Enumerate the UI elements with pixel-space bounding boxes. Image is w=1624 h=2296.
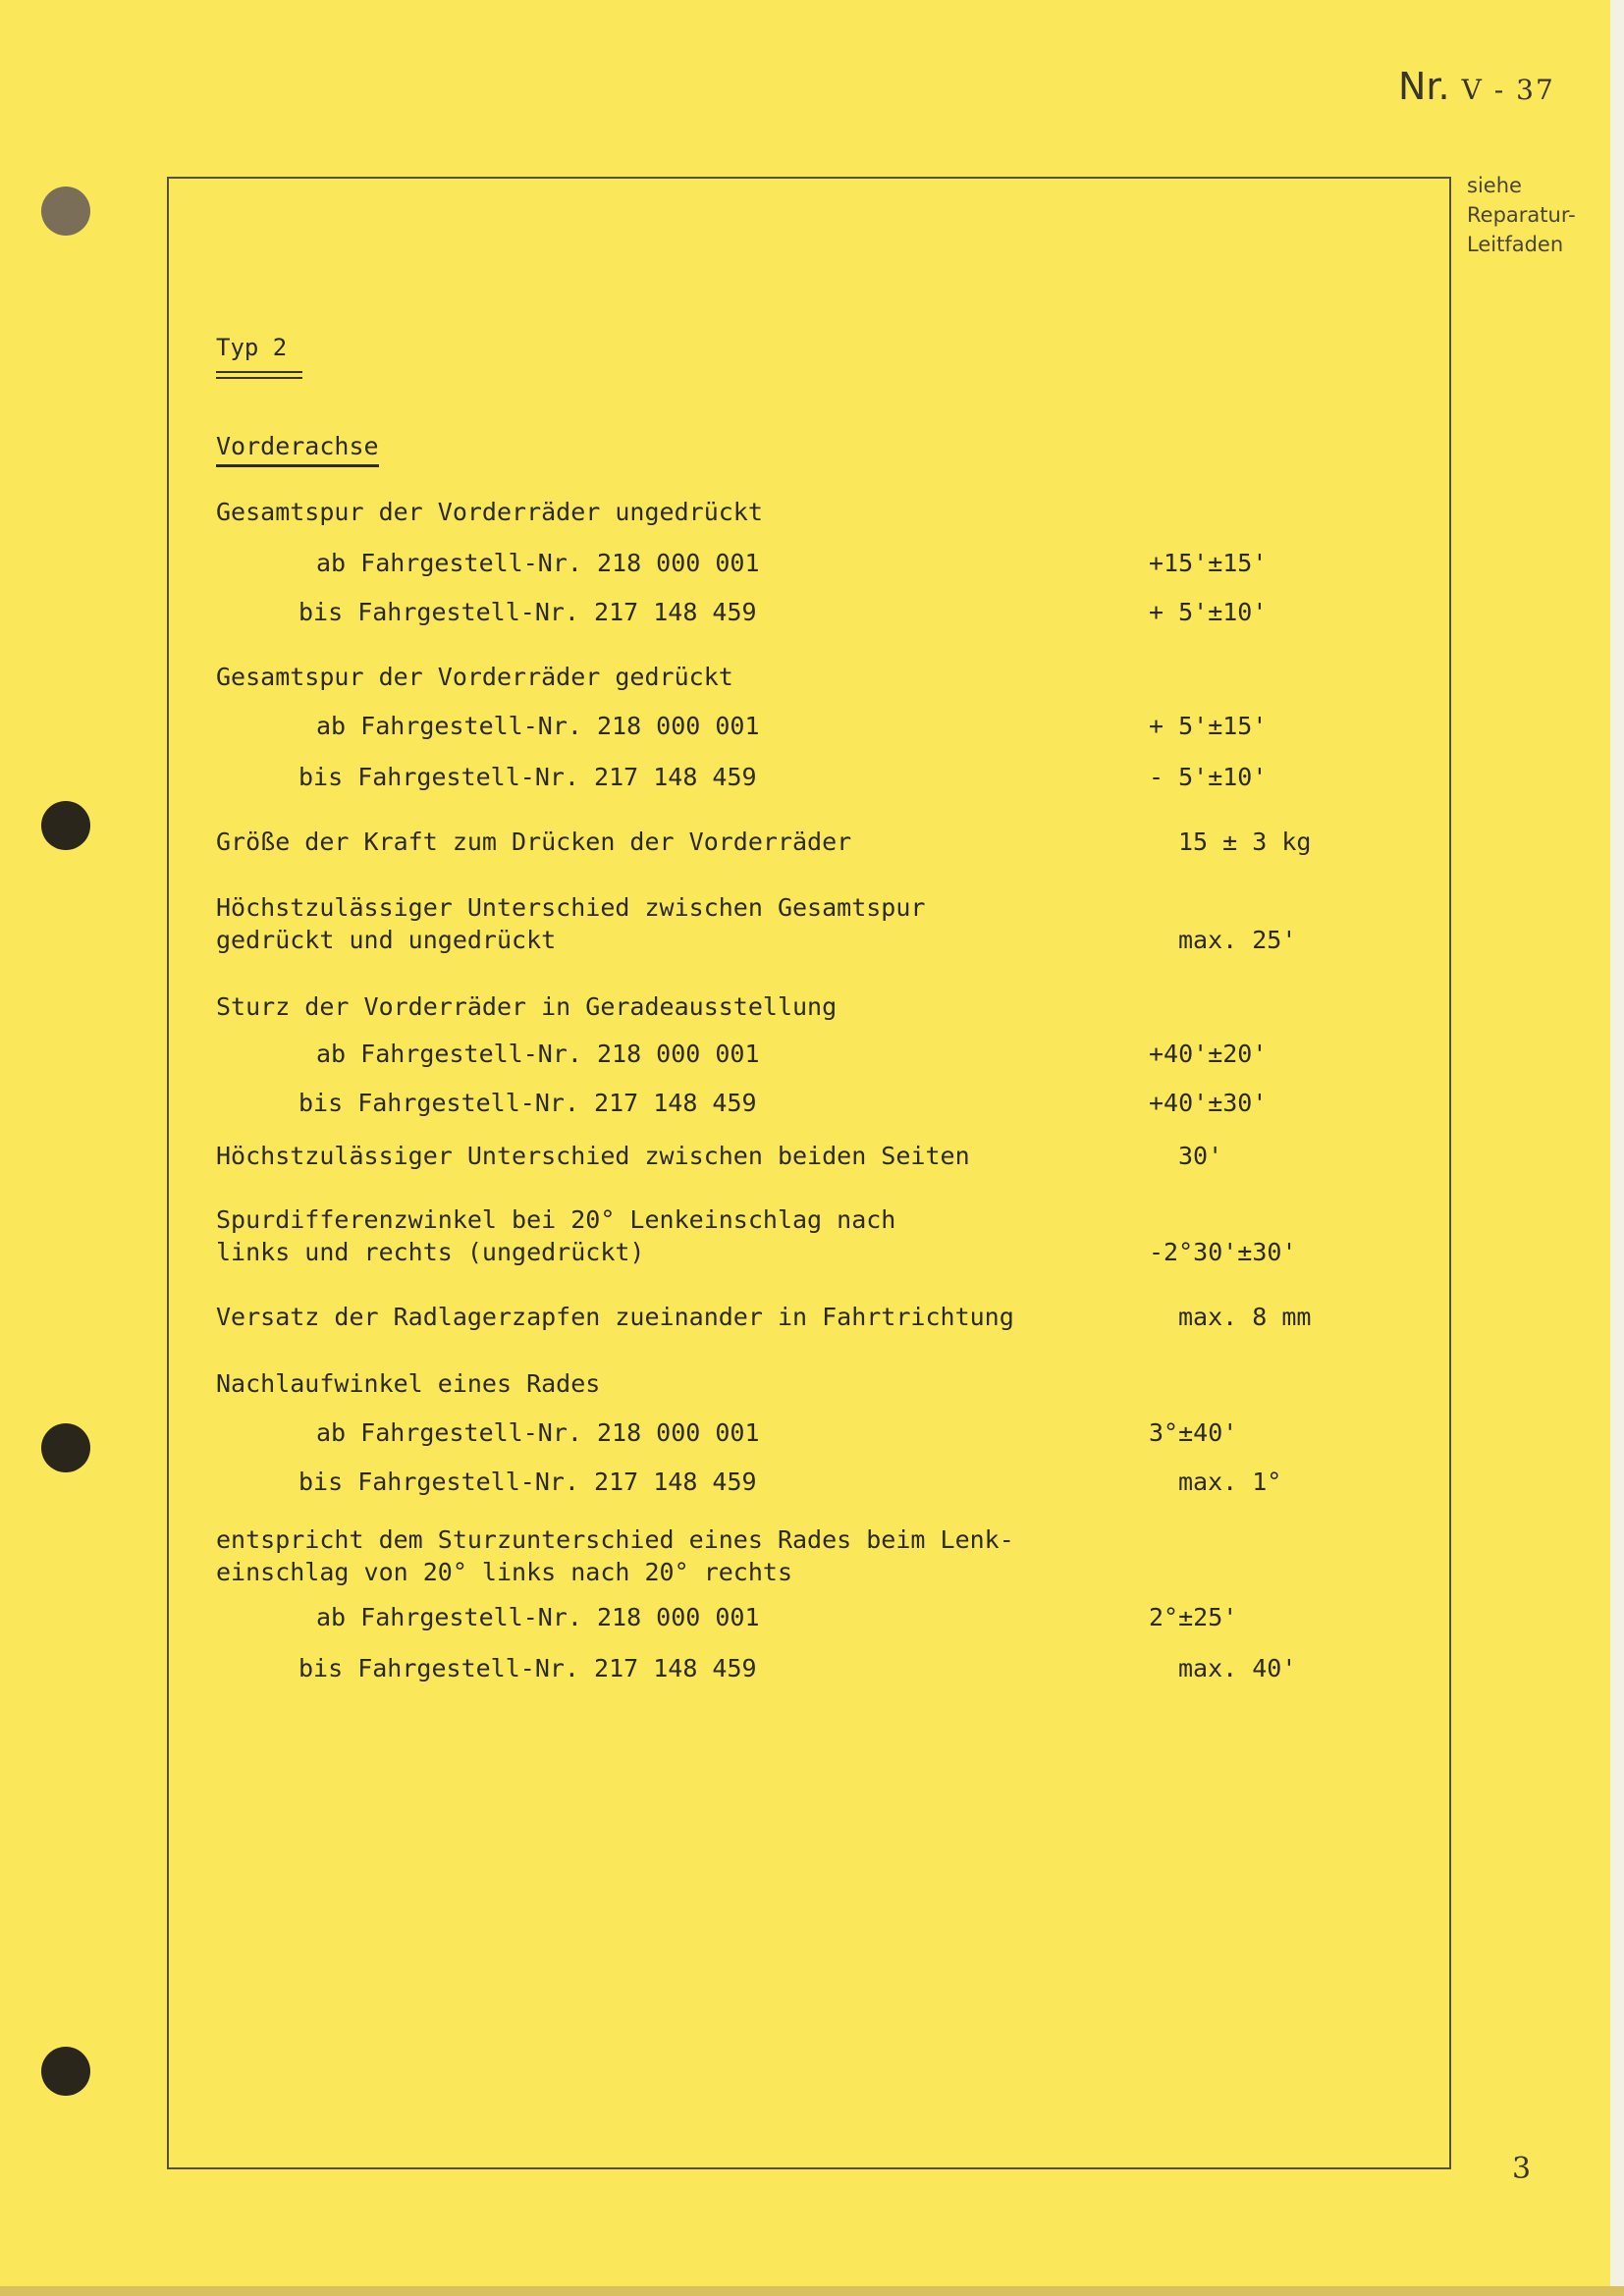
- punch-hole: [41, 2047, 90, 2096]
- spec-row: [0, 662, 1451, 701]
- side-note-line: Reparatur-: [1467, 203, 1576, 227]
- spec-value: 3°±40': [1149, 1418, 1238, 1447]
- spec-row: [0, 1302, 1451, 1341]
- spec-label: Größe der Kraft zum Drücken der Vorderräder: [216, 828, 852, 856]
- spec-label: [216, 1203, 895, 1268]
- spec-row: [0, 1602, 1451, 1641]
- punch-hole: [41, 187, 90, 236]
- spec-label-line: Höchstzulässiger Unterschied zwischen Gesamtspur: [216, 893, 926, 922]
- spec-row: [0, 1467, 1451, 1506]
- spec-label: bis Fahrgestell-Nr. 217 148 459: [298, 1089, 757, 1117]
- spec-label: Versatz der Radlagerzapfen zueinander in Fahrtrichtung: [216, 1303, 1014, 1331]
- spec-value: -2°30'±30': [1149, 1238, 1297, 1266]
- spec-label: Gesamtspur der Vorderräder gedrückt: [216, 663, 733, 691]
- spec-label: bis Fahrgestell-Nr. 217 148 459: [298, 1468, 757, 1496]
- spec-row: [0, 597, 1451, 636]
- spec-label: bis Fahrgestell-Nr. 217 148 459: [298, 763, 757, 791]
- page-edge-right: [1610, 0, 1624, 2296]
- spec-row: [0, 1203, 1451, 1272]
- spec-value: max. 25': [1178, 926, 1297, 954]
- section-title: Vorderachse: [216, 432, 379, 467]
- spec-label-line: gedrückt und ungedrückt: [216, 926, 557, 954]
- spec-row: [0, 1039, 1451, 1078]
- spec-row: [0, 1523, 1451, 1592]
- spec-row: [0, 1141, 1451, 1180]
- spec-row: [0, 548, 1451, 587]
- spec-label-line: entspricht dem Sturzunterschied eines Rades beim Lenk-: [216, 1525, 1014, 1554]
- spec-row: [0, 762, 1451, 801]
- type-heading-underline: [216, 371, 302, 379]
- document-number: [1398, 65, 1555, 108]
- spec-value: 2°±25': [1149, 1603, 1238, 1631]
- spec-value: max. 8 mm: [1178, 1303, 1312, 1331]
- spec-label-line: Spurdifferenzwinkel bei 20° Lenkeinschlag nach: [216, 1205, 896, 1234]
- nr-number: V - 37: [1461, 74, 1555, 106]
- spec-value: max. 40': [1178, 1654, 1297, 1682]
- spec-row: [0, 1088, 1451, 1127]
- spec-value: + 5'±10': [1149, 598, 1268, 626]
- spec-value: - 5'±10': [1149, 763, 1268, 791]
- spec-label: ab Fahrgestell-Nr. 218 000 001: [316, 1418, 760, 1447]
- spec-label: Nachlaufwinkel eines Rades: [216, 1369, 601, 1398]
- spec-row: [0, 1653, 1451, 1692]
- spec-row: [0, 991, 1451, 1031]
- spec-label: Höchstzulässiger Unterschied zwischen beiden Seiten: [216, 1142, 970, 1170]
- spec-row: [0, 497, 1451, 536]
- spec-row: [0, 711, 1451, 750]
- spec-value: 30': [1178, 1142, 1223, 1170]
- type-heading: Typ 2: [216, 334, 288, 361]
- spec-label: ab Fahrgestell-Nr. 218 000 001: [316, 1603, 760, 1631]
- page-number: 3: [1512, 2152, 1532, 2186]
- spec-label-line: einschlag von 20° links nach 20° rechts: [216, 1558, 792, 1586]
- spec-value: max. 1°: [1178, 1468, 1282, 1496]
- spec-label: Gesamtspur der Vorderräder ungedrückt: [216, 498, 763, 526]
- spec-value: + 5'±15': [1149, 712, 1268, 740]
- spec-label: [216, 1523, 1014, 1588]
- spec-row: [0, 1417, 1451, 1457]
- spec-label: ab Fahrgestell-Nr. 218 000 001: [316, 549, 760, 577]
- spec-label: ab Fahrgestell-Nr. 218 000 001: [316, 1040, 760, 1068]
- spec-row: [0, 891, 1451, 960]
- spec-label: ab Fahrgestell-Nr. 218 000 001: [316, 712, 760, 740]
- side-note-line: siehe: [1467, 174, 1522, 197]
- spec-label: bis Fahrgestell-Nr. 217 148 459: [298, 598, 757, 626]
- spec-row: [0, 827, 1451, 866]
- spec-label: bis Fahrgestell-Nr. 217 148 459: [298, 1654, 757, 1682]
- side-note: [1467, 171, 1614, 259]
- nr-label: Nr.: [1398, 65, 1450, 108]
- spec-label: [216, 891, 925, 956]
- spec-label-line: links und rechts (ungedrückt): [216, 1238, 645, 1266]
- spec-value: 15 ± 3 kg: [1178, 828, 1312, 856]
- spec-value: +40'±20': [1149, 1040, 1268, 1068]
- spec-label: Sturz der Vorderräder in Geradeausstellung: [216, 992, 838, 1021]
- page-edge-bottom: [0, 2286, 1624, 2296]
- spec-row: [0, 1368, 1451, 1408]
- side-note-line: Leitfaden: [1467, 233, 1564, 256]
- spec-value: +15'±15': [1149, 549, 1268, 577]
- spec-value: +40'±30': [1149, 1089, 1268, 1117]
